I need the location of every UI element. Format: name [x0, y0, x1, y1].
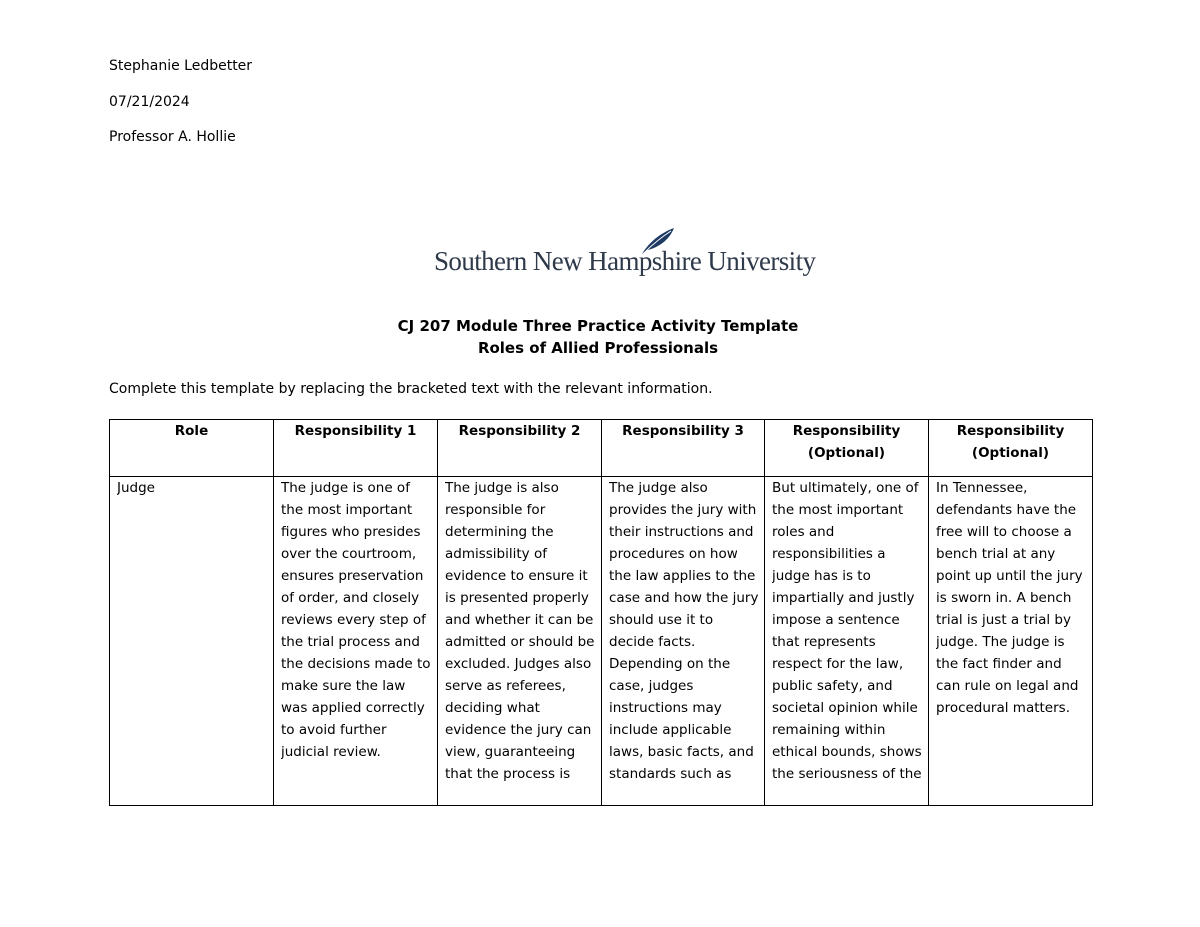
document-subtitle: Roles of Allied Professionals [477, 339, 719, 357]
university-logo [434, 226, 816, 282]
responsibility-cell: The judge is one of the most important figures who presides over the courtroom, ensures preservation of order, and closely reviews every step of the trial process and the decisions made to make sure the law was applied correctly to avoid further judicial review. [274, 477, 438, 806]
submission-date: 07/21/2024 [109, 94, 190, 110]
header-responsibility-optional-1: Responsibility (Optional) [765, 420, 929, 477]
student-name: Stephanie Ledbetter [109, 58, 253, 74]
instructions-text: Complete this template by replacing the bracketed text with the relevant information. [109, 381, 713, 397]
responsibility-cell: The judge also provides the jury with their instructions and procedures on how the law applies to the case and how the jury should use it to decide facts. Depending on the case, judges instructions may include applicable laws, basic facts, and standards such as [602, 477, 765, 806]
responsibility-cell: The judge is also responsible for determining the admissibility of evidence to ensure it is presented properly and whether it can be admitted or should be excluded. Judges also serve as referees, deciding what evidence the jury can view, guaranteeing that the process is [438, 477, 602, 806]
header-responsibility-2: Responsibility 2 [438, 420, 602, 477]
responsibility-cell: But ultimately, one of the most important roles and responsibilities a judge has is to impartially and justly impose a sentence that represents respect for the law, public safety, and societal opinion while remaining within ethical bounds, shows the seriousness of the [765, 477, 929, 806]
professor-name: Professor A. Hollie [109, 129, 236, 145]
header-responsibility-optional-2: Responsibility (Optional) [929, 420, 1093, 477]
logo-text: Southern New Hampshire University [434, 246, 816, 276]
roles-table [109, 419, 1093, 806]
table-row [110, 477, 1093, 806]
document-title: CJ 207 Module Three Practice Activity Template [397, 317, 799, 335]
header-responsibility-1: Responsibility 1 [274, 420, 438, 477]
responsibility-cell: In Tennessee, defendants have the free will to choose a bench trial at any point up until the jury is sworn in. A bench trial is just a trial by judge. The judge is the fact finder and can rule on legal and procedural matters. [929, 477, 1093, 806]
table-header-row [110, 420, 1093, 477]
role-cell: Judge [110, 477, 274, 806]
header-role: Role [110, 420, 274, 477]
header-responsibility-3: Responsibility 3 [602, 420, 765, 477]
